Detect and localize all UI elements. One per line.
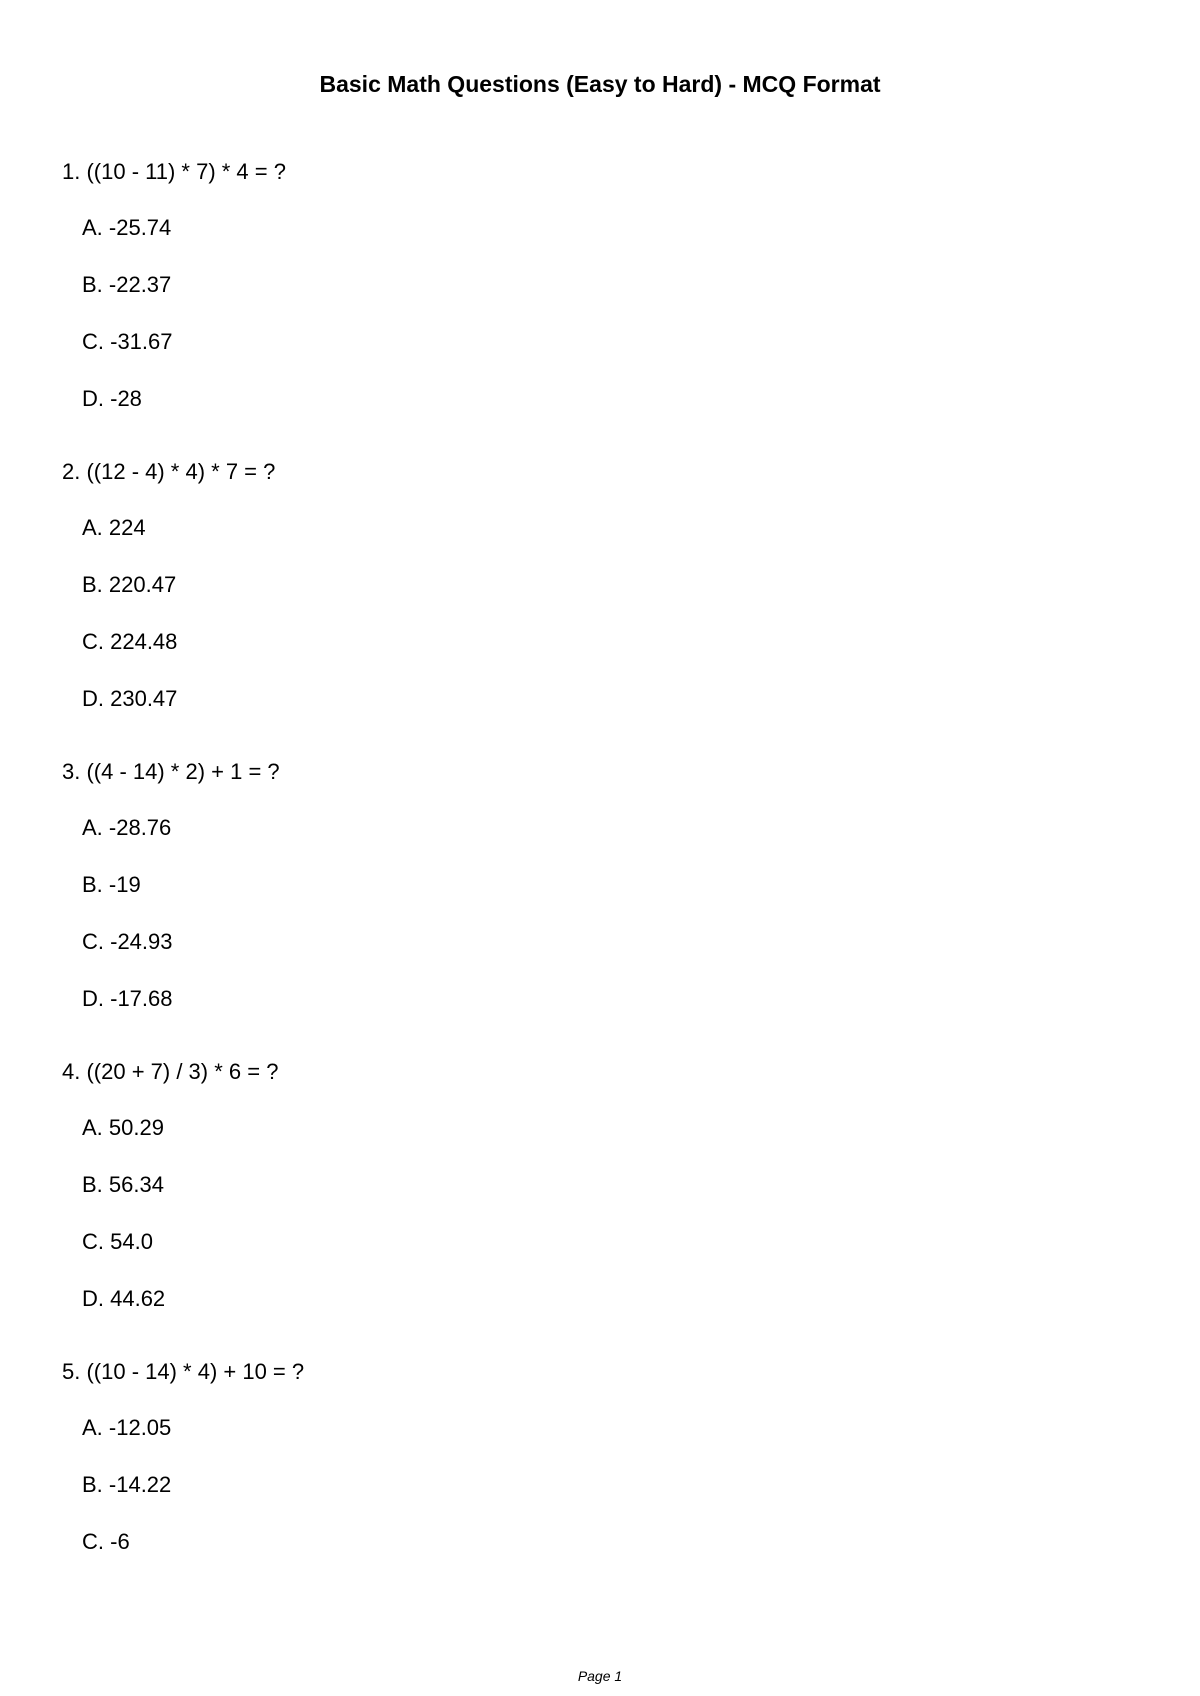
answer-options bbox=[62, 214, 1142, 413]
question-text: 4. ((20 + 7) / 3) * 6 = ? bbox=[62, 1059, 279, 1084]
question-list bbox=[62, 158, 1142, 1658]
answer-option-c: C. 224.48 bbox=[82, 629, 178, 654]
question-3 bbox=[62, 758, 1142, 1058]
question-4 bbox=[62, 1058, 1142, 1358]
page-number: Page 1 bbox=[577, 1668, 623, 1684]
answer-option-c: C. -6 bbox=[82, 1529, 130, 1554]
answer-option-d: D. 230.47 bbox=[82, 686, 178, 711]
answer-options bbox=[62, 814, 1142, 1013]
answer-option-a: A. 224 bbox=[82, 515, 146, 540]
question-text: 1. ((10 - 11) * 7) * 4 = ? bbox=[62, 159, 286, 184]
question-text: 5. ((10 - 14) * 4) + 10 = ? bbox=[62, 1359, 305, 1384]
answer-option-a: A. 50.29 bbox=[82, 1115, 164, 1140]
answer-option-c: C. 54.0 bbox=[82, 1229, 153, 1254]
answer-option-a: A. -28.76 bbox=[82, 815, 172, 840]
answer-option-b: B. -22.37 bbox=[82, 272, 172, 297]
answer-option-b: B. -14.22 bbox=[82, 1472, 172, 1497]
answer-options bbox=[62, 1414, 1142, 1556]
answer-option-b: B. 220.47 bbox=[82, 572, 177, 597]
page-title: Basic Math Questions (Easy to Hard) - MCQ Format bbox=[319, 71, 881, 97]
question-5 bbox=[62, 1358, 1142, 1658]
question-1 bbox=[62, 158, 1142, 458]
answer-option-c: C. -31.67 bbox=[82, 329, 173, 354]
answer-options bbox=[62, 1114, 1142, 1313]
answer-option-a: A. -25.74 bbox=[82, 215, 172, 240]
question-text: 3. ((4 - 14) * 2) + 1 = ? bbox=[62, 759, 280, 784]
answer-option-d: D. -17.68 bbox=[82, 986, 173, 1011]
question-2 bbox=[62, 458, 1142, 758]
question-text: 2. ((12 - 4) * 4) * 7 = ? bbox=[62, 459, 276, 484]
answer-option-c: C. -24.93 bbox=[82, 929, 173, 954]
answer-option-d: D. -28 bbox=[82, 386, 142, 411]
answer-option-d: D. 44.62 bbox=[82, 1286, 166, 1311]
answer-option-a: A. -12.05 bbox=[82, 1415, 172, 1440]
answer-option-b: B. 56.34 bbox=[82, 1172, 164, 1197]
answer-options bbox=[62, 514, 1142, 713]
answer-option-b: B. -19 bbox=[82, 872, 141, 897]
